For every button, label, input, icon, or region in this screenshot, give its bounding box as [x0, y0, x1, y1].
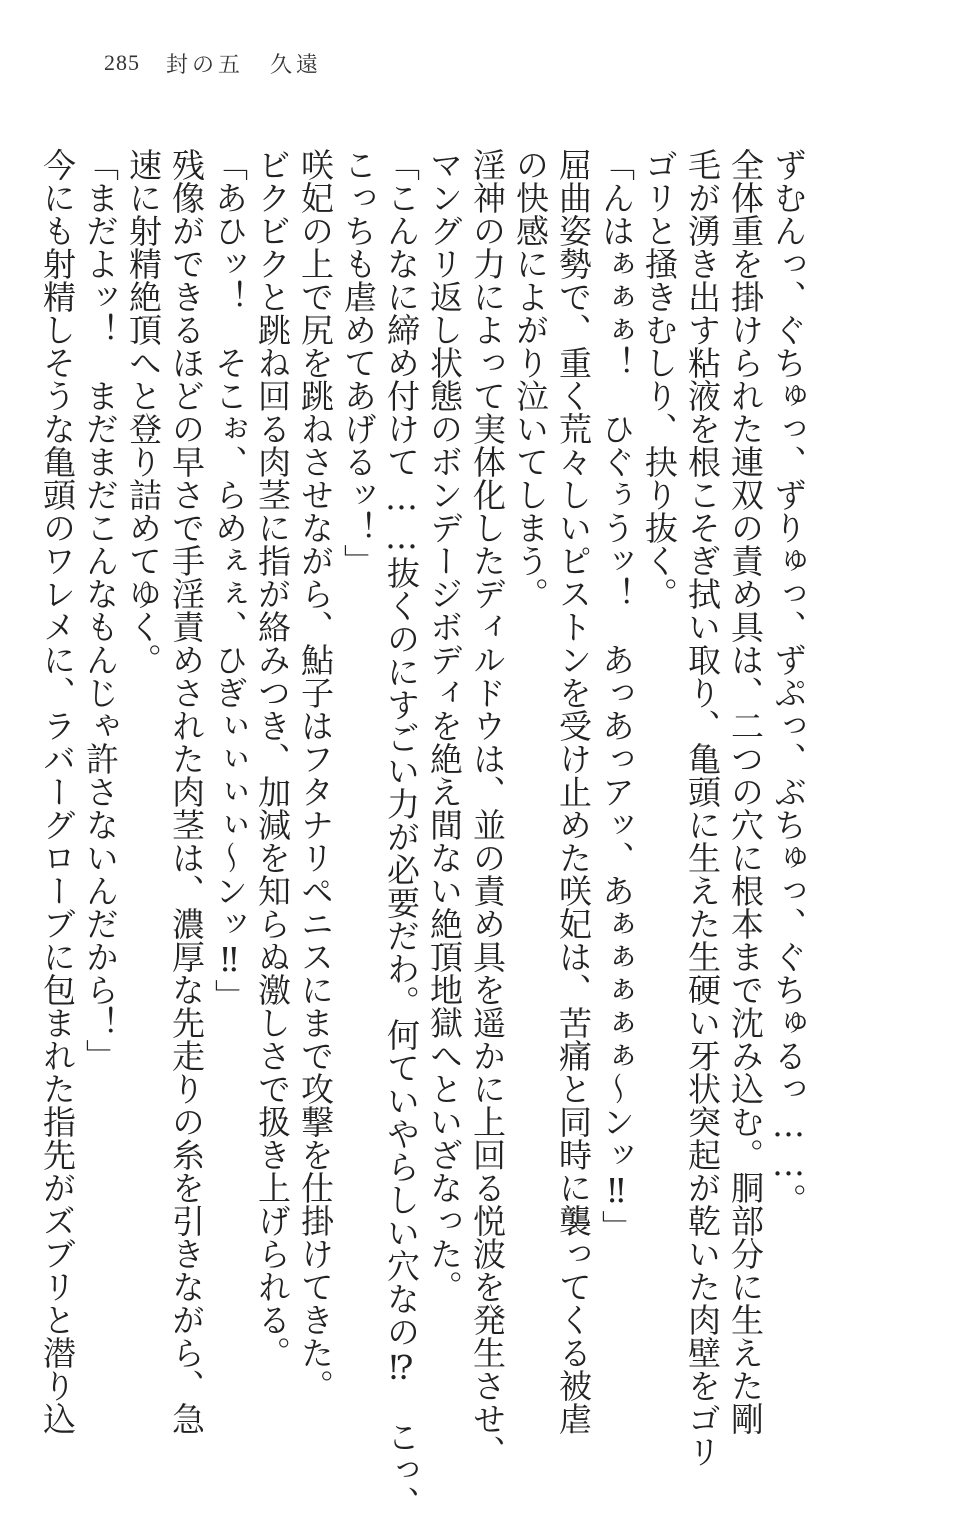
text-line-11: こっちも虐めてあげるッ！」 — [339, 148, 378, 577]
vertical-body-text — [38, 148, 810, 1519]
text-line-5: 「んはぁぁぁ！ ひぐぅうッ！ あっあっアッ、あぁぁぁぁぁ～ンッ‼」 — [597, 148, 636, 1243]
text-line-1: ずむんっ、ぐちゅっ、ずりゅっ、ずぷっ、ぶちゅっ、ぐちゅるっ……。 — [769, 148, 808, 1216]
text-line-7: の快感によがり泣いてしまう。 — [511, 148, 550, 610]
text-line-12: 咲妃の上で尻を跳ねさせながら、鮎子はフタナリペニスにまで攻撃を仕掛けてきた。 — [296, 148, 335, 1402]
text-line-15: 残像ができるほどの早さで手淫責めされた肉茎は、濃厚な先走りの糸を引きながら、急 — [167, 148, 206, 1435]
text-line-10: 「こんなに締め付けて……抜くのにすごい力が必要だわ。何ていやらしい穴なの⁉ こっ、 — [382, 148, 421, 1519]
running-header — [104, 48, 322, 78]
text-line-3: 毛が湧き出す粘液を根こそぎ拭い取り、亀頭に生えた生硬い牙状突起が乾いた肉壁をゴリ — [683, 148, 722, 1468]
text-line-17: 「まだよッ！ まだまだこんなもんじゃ許さないんだから！」 — [81, 148, 120, 1072]
text-line-16: 速に射精絶頂へと登り詰めてゆく。 — [124, 148, 163, 676]
text-line-13: ビクビクと跳ね回る肉茎に指が絡みつき、加減を知らぬ激しさで扱き上げられる。 — [253, 148, 292, 1369]
page-number: 285 — [104, 50, 140, 75]
text-line-6: 屈曲姿勢で、重く荒々しいピストンを受け止めた咲妃は、苦痛と同時に襲ってくる被虐 — [554, 148, 593, 1435]
text-line-2: 全体重を掛けられた連双の責め具は、二つの穴に根本まで沈み込む。胴部分に生えた剛 — [726, 148, 765, 1435]
chapter-title: 封の五 久遠 — [166, 51, 323, 77]
text-line-8: 淫神の力によって実体化したディルドウは、並の責め具を遥かに上回る悦波を発生させ、 — [468, 148, 507, 1468]
text-line-9: マングリ返し状態のボンデージボディを絶え間ない絶頂地獄へといざなった。 — [425, 148, 464, 1303]
text-line-4: ゴリと掻きむしり、抉り抜く。 — [640, 148, 679, 610]
text-line-14: 「あひッ！ そこぉ、らめぇぇ、ひぎぃぃぃぃ～ンッ‼」 — [210, 148, 249, 1012]
text-line-18: 今にも射精しそうな亀頭のワレメに、ラバーグローブに包まれた指先がズブリと潜り込 — [38, 148, 77, 1435]
